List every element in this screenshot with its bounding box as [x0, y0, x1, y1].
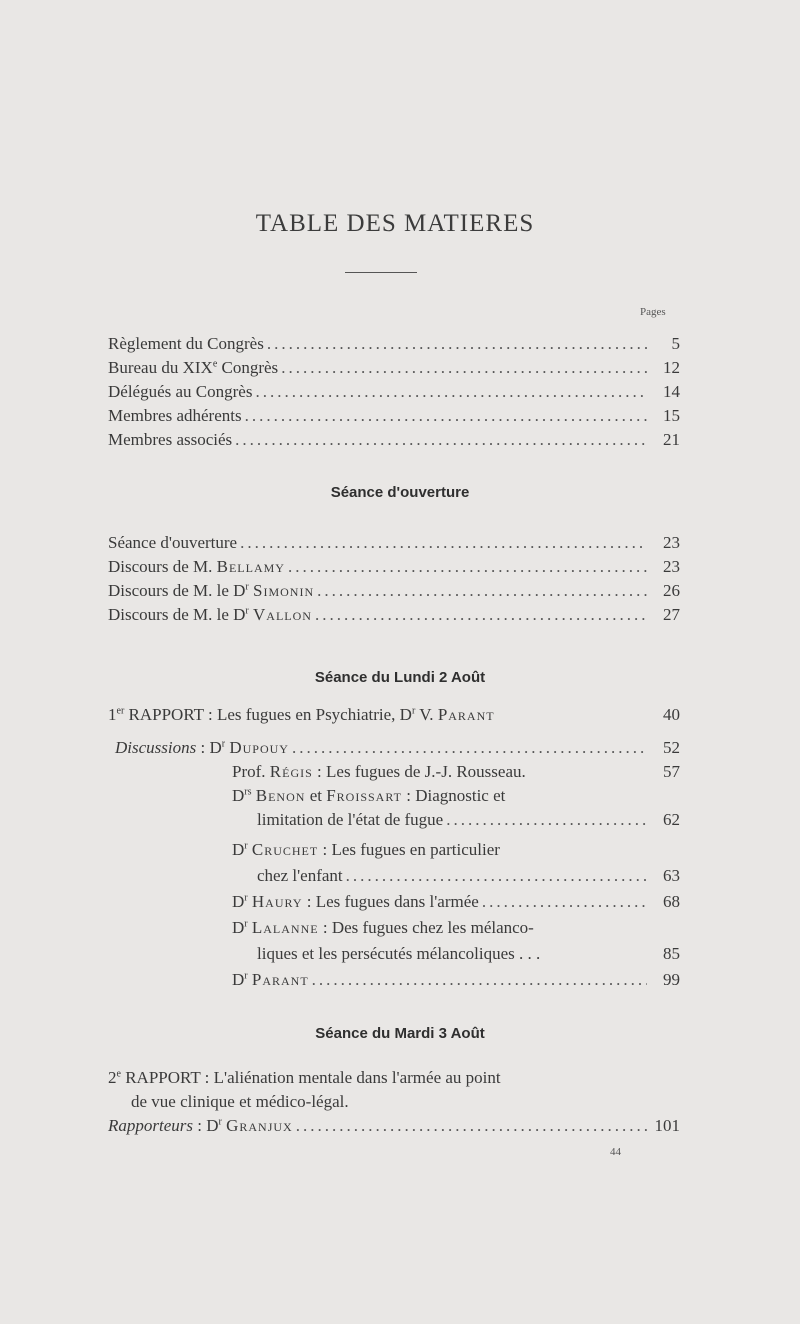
entry-page: 14: [663, 382, 680, 401]
toc-entry: [115, 738, 680, 762]
toc-entry: [232, 970, 680, 994]
entry-page: 23: [663, 533, 680, 552]
entry-page: 68: [663, 892, 680, 911]
entry-label: Discours de M. le $D^r$ Simonin: [108, 581, 315, 600]
toc-entry: [108, 406, 680, 430]
leader-dots: [292, 738, 647, 758]
entry-label: Prof. Régis : Les fugues de J.-J. Rousseau.: [232, 762, 526, 781]
entry-label: Bureau du XIXe Congrès: [108, 358, 279, 377]
entry-label: liques et les persécutés mélancoliques . . .: [257, 944, 541, 963]
entry-page: 85: [663, 944, 680, 963]
entry-label: $D^r$ Parant: [232, 970, 309, 989]
leader-dots: [317, 581, 647, 601]
entry-label: Discussions : $D^r$ Dupouy: [115, 738, 289, 757]
toc-entry: [108, 1116, 680, 1140]
entry-label: $D^r$ Lalanne : Des fugues chez les mélanco-: [232, 918, 534, 937]
entry-label: de vue clinique et médico-légal.: [131, 1092, 349, 1111]
entry-page: 52: [663, 738, 680, 757]
leader-dots: [346, 866, 647, 886]
toc-entry: [108, 581, 680, 605]
entry-label: Séance d'ouverture: [108, 533, 238, 552]
toc-entry: [108, 334, 680, 358]
entry-page: 21: [663, 430, 680, 449]
pages-column-label: Pages: [640, 306, 666, 318]
page-title: TABLE DES MATIERES: [255, 210, 535, 237]
signature-mark: 44: [610, 1146, 621, 1158]
entry-page: 5: [671, 334, 680, 353]
leader-dots: [288, 557, 647, 577]
toc-entry: [108, 557, 680, 581]
leader-dots: [315, 605, 647, 625]
rapport-entry: 2e RAPPORT : L'aliénation mentale dans l'armée au point: [108, 1068, 501, 1087]
entry-label: 1er RAPPORT : Les fugues en Psychiatrie, $D^r$ V. Parant: [108, 705, 495, 724]
toc-entry: [257, 866, 680, 890]
entry-page: 27: [663, 605, 680, 624]
leader-dots: [255, 382, 647, 402]
entry-label: chez l'enfant: [257, 866, 343, 885]
entry-label: Délégués au Congrès: [108, 382, 253, 401]
toc-entry: [108, 358, 680, 382]
toc-entry: [257, 944, 680, 968]
toc-entry: [232, 892, 680, 916]
entry-label: Règlement du Congrès: [108, 334, 264, 353]
leader-dots: [312, 970, 647, 990]
entry-page: 101: [654, 1116, 680, 1135]
entry-page: 63: [663, 866, 680, 885]
leader-dots: [446, 810, 647, 830]
entry-label: Membres associés: [108, 430, 233, 449]
leader-dots: [245, 406, 647, 426]
entry-label: $D^{rs}$ Benon et Froissart : Diagnostic et: [232, 786, 506, 805]
title-rule: [345, 272, 417, 273]
entry-page: 62: [663, 810, 680, 829]
leader-dots: [281, 358, 647, 378]
leader-dots: [267, 334, 647, 354]
leader-dots: [240, 533, 647, 553]
entry-label: Discours de M. le $D^r$ Vallon: [108, 605, 312, 624]
leader-dots: [235, 430, 647, 450]
rapport-entry: [108, 705, 680, 729]
entry-label: limitation de l'état de fugue: [257, 810, 444, 829]
toc-entry: [257, 810, 680, 834]
entry-label: Rapporteurs : $D^r$ Granjux: [108, 1116, 293, 1135]
leader-dots: [482, 892, 647, 912]
entry-label: $D^r$ Cruchet : Les fugues en particulier: [232, 840, 500, 859]
entry-label: Membres adhérents: [108, 406, 242, 425]
section-heading: Séance d'ouverture: [330, 484, 470, 501]
entry-label: $D^r$ Haury : Les fugues dans l'armée: [232, 892, 479, 911]
entry-page: 26: [663, 581, 680, 600]
entry-page: 12: [663, 358, 680, 377]
entry-page: 57: [663, 762, 680, 781]
entry-page: 40: [663, 705, 680, 724]
entry-page: 99: [663, 970, 680, 989]
entry-page: 23: [663, 557, 680, 576]
entry-label: Discours de M. Bellamy: [108, 557, 285, 576]
section-heading: Séance du Mardi 3 Août: [315, 1025, 485, 1042]
entry-page: 15: [663, 406, 680, 425]
toc-entry: [108, 430, 680, 454]
toc-entry: [108, 382, 680, 406]
leader-dots: [296, 1116, 647, 1136]
toc-entry: [108, 605, 680, 629]
toc-entry: [108, 533, 680, 557]
section-heading: Séance du Lundi 2 Août: [314, 669, 486, 686]
toc-entry: [232, 762, 680, 786]
